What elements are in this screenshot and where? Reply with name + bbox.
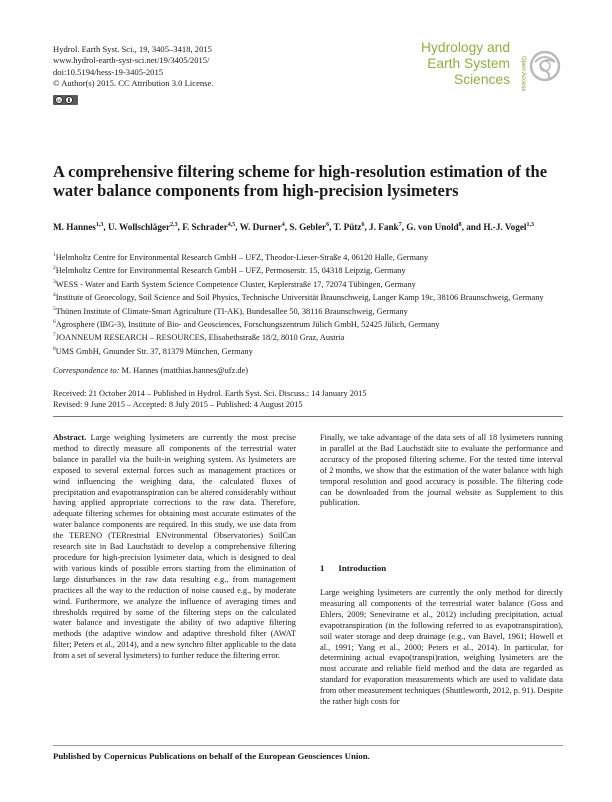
section-title: Introduction (338, 563, 387, 573)
author-list: M. Hannes$^{1,3}$, U. Wollschläger$^{2,3}$, F. Schrader$^{4,5}$, W. Durner$^4$, S. Gebler$^6$, T. Pütz$^6$, J. Fank$^7$, G. von Unold$^8$, and H.-J. Vogel$^{1,3}$ (53, 222, 534, 233)
cc-circle-icon (55, 96, 63, 104)
journal-name-line-2: Earth System (427, 56, 510, 71)
open-access-label: Open Access (520, 56, 526, 92)
journal-logo (414, 40, 564, 112)
affiliation: $^6$Agrosphere (IBG-3), Institute of Bio- and Geosciences, Forschungszentrum Jülich GmbH, 52425 Jülich, Germany (53, 318, 440, 329)
introduction-body (320, 588, 563, 708)
author: W. Durner$^4$ (239, 222, 285, 233)
article-title: A comprehensive filtering scheme for high-resolution estimation of the water balance components from high-precision lysimeters (53, 162, 548, 200)
publisher-footer: Published by Copernicus Publications on behalf of the European Geosciences Union. (53, 751, 370, 761)
cc-by-icon[interactable] (53, 95, 78, 105)
author: F. Schrader$^{4,5}$ (182, 222, 236, 233)
abstract-continuation (320, 433, 563, 509)
received-line: Received: 21 October 2014 – Published in Hydrol. Earth Syst. Sci. Discuss.: 14 January 2015 (53, 389, 367, 398)
by-person-icon (65, 96, 73, 104)
abstract-column (53, 433, 296, 662)
abstract-continuation-text: Finally, we take advantage of the data sets of all 18 lysimeters running in parallel at the Bad Lauchstädt site to evaluate the performance and accuracy of the proposed filtering scheme. For the tested time interval of 2 months, we show that the estimation of the water balance with high temporal resolution and good accuracy is possible. The filtering code can be downloaded from the journal website as Supplement to this publication. (320, 433, 563, 508)
author: G. von Unold$^8$ (406, 222, 462, 233)
journal-name-line-1: Hydrology and (421, 40, 510, 55)
section-heading (320, 563, 386, 573)
header-divider (53, 416, 563, 417)
author: H.-J. Vogel$^{1,3}$ (483, 222, 534, 233)
author: U. Wollschläger$^{2,3}$ (107, 222, 178, 233)
footer-divider (53, 745, 563, 746)
author: M. Hannes$^{1,3}$ (53, 222, 104, 233)
section-number: 1 (320, 563, 325, 573)
abstract-label: Abstract. (53, 433, 87, 442)
affiliation: $^5$Thünen Institute of Climate-Smart Agriculture (TI-AK), Bundesallee 50, 38116 Braunschweig, Germany (53, 305, 408, 316)
affiliation: $^7$JOANNEUM RESEARCH – RESOURCES, Elisabethstraße 18/2, 8010 Graz, Austria (53, 332, 345, 343)
affiliation-list (53, 250, 563, 357)
copyright-line: © Author(s) 2015. CC Attribution 3.0 License. (53, 78, 214, 89)
correspondence-contact[interactable]: M. Hannes (matthias.hannes@ufz.de) (121, 366, 249, 375)
introduction-text: Large weighing lysimeters are currently the only method for directly measuring all components of the terrestrial water balance (Goss and Ehlers, 2009; Seneviratne et al., 2012) including precipitation, actual evapotranspiration (in the following referred to as evapotranspiration), soil water storage and deep drainage (e.g., van Bavel, 1961; Howell et al., 1991; Yang et al., 2000; Peters et al., 2014). In particular, for determining actual evapo(transpi)ration, weighing lysimeters are the most accurate and reliable field method and the data are regarded as standard for evaporation measurements which are used to validate data from other measurement techniques (Shuttleworth, 2012, p. 91). Despite the rather high costs for (320, 588, 563, 707)
journal-name-line-3: Sciences (454, 72, 510, 87)
article-url[interactable]: www.hydrol-earth-syst-sci.net/19/3405/2015/ (53, 55, 210, 66)
author: T. Pütz$^6$ (333, 222, 365, 233)
article-metadata (53, 44, 214, 90)
author: J. Fank$^7$ (369, 222, 402, 233)
citation-line: Hydrol. Earth Syst. Sci., 19, 3405–3418, 2015 (53, 44, 212, 54)
doi-line[interactable]: doi:10.5194/hess-19-3405-2015 (53, 66, 164, 77)
egu-logo-icon (528, 48, 562, 90)
correspondence-label: Correspondence to: (53, 366, 120, 375)
affiliation: $^4$Institute of Geoecology, Soil Science and Soil Physics, Technische Universität Braunschweig, Langer Kamp 19c, 38106 Braunschweig, Germany (53, 292, 544, 302)
correspondence (53, 366, 248, 375)
affiliation: $^8$UMS GmbH, Gmunder Str. 37, 81379 München, Germany (53, 345, 253, 356)
abstract-paragraph (53, 433, 296, 662)
abstract-text: Large weighing lysimeters are currently the most precise method to directly measure all components of the terrestrial water balance in parallel via the built-in weighing system. As lysimeters are exposed to several external forces such as management practices or wind influencing the weighing data, the calculated fluxes of precipitation and evapotranspiration can be altered considerably without having applied appropriate corrections to the raw data. Therefore, adequate filtering schemes for obtaining most accurate estimates of the water balance components are required. In this study, we use data from the TERENO (TERrestrial ENvironmental Observatories) SoilCan research site in Bad Lauchstädt to develop a comprehensive filtering procedure for high-precision lysimeter data, which is designed to deal with various kinds of possible errors starting from the elimination of large disturbances in the raw data resulting e.g., from management practices all the way to the reduction of noise caused e.g., by moderate wind. Furthermore, we analyze the influence of averaging times and thresholds required by some of the filtering steps on the calculated water balance and investigate the ability of two adaptive filtering methods (the adaptive window and adaptive threshold filter (AWAT filter; Peters et al., 2014), and a new synchro filter applicable to the data from a set of several lysimeters) to further reduce the filtering error. (53, 433, 297, 661)
revised-line: Revised: 9 June 2015 – Accepted: 8 July 2015 – Published: 4 August 2015 (53, 400, 303, 409)
author: S. Gebler$^6$ (289, 222, 330, 233)
affiliation: $^1$Helmholtz Centre for Environmental Research GmbH – UFZ, Theodor-Lieser-Straße 4, 06120 Halle, Germany (53, 252, 429, 262)
svg-text:cc: cc (56, 97, 62, 103)
publication-dates (53, 388, 367, 410)
affiliation: $^2$Helmholtz Centre for Environmental Research GmbH – UFZ, Permoserstr. 15, 04318 Leipzig, Germany (53, 265, 406, 276)
journal-name (414, 40, 510, 88)
affiliation: $^3$WESS - Water and Earth System Science Competence Cluster, Keplerstraße 17, 72074 Tübingen, Germany (53, 278, 416, 289)
